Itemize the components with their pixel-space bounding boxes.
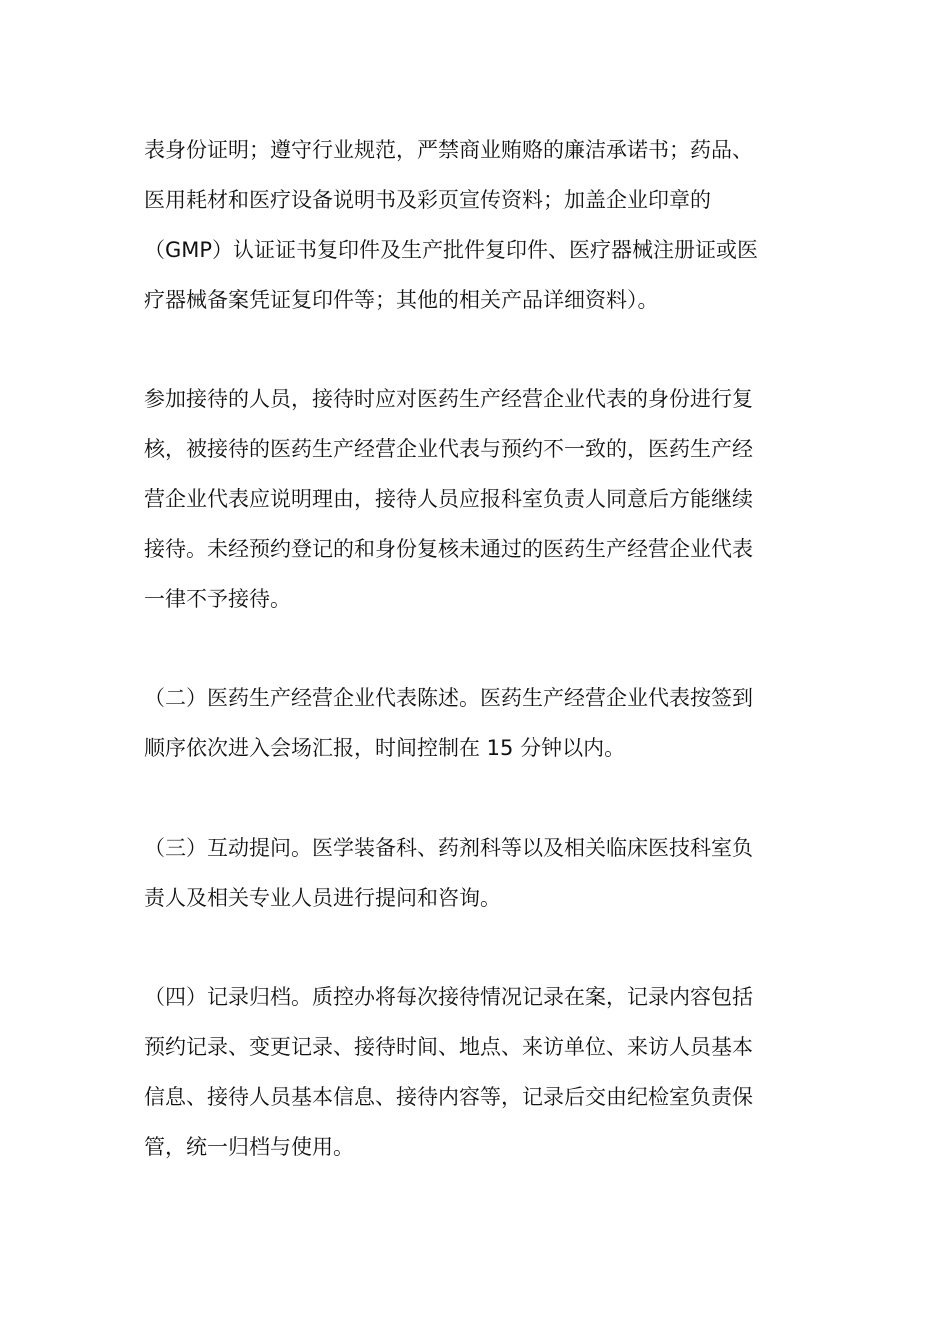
text-line: 疗器械备案凭证复印件等；其他的相关产品详细资料）。 (144, 288, 659, 312)
text-line: 顺序依次进入会场汇报，时间控制在 15 分钟以内。 (144, 736, 626, 760)
text-line: 参加接待的人员，接待时应对医药生产经营企业代表的身份进行复 (144, 387, 753, 411)
paragraph-identity-check (144, 374, 812, 624)
text-line: 接待。未经预约登记的和身份复核未通过的医药生产经营企业代表 (144, 537, 753, 561)
text-line: 责人及相关专业人员进行提问和咨询。 (144, 886, 501, 910)
text-line: 核，被接待的医药生产经营企业代表与预约不一致的，医药生产经 (144, 437, 753, 461)
text-line: （GMP）认证证书复印件及生产批件复印件、医疗器械注册证或医 (144, 238, 759, 262)
text-line: 预约记录、变更记录、接待时间、地点、来访单位、来访人员基本 (144, 1035, 753, 1059)
text-line: 信息、接待人员基本信息、接待内容等，记录后交由纪检室负责保 (144, 1085, 753, 1109)
text-line: 管，统一归档与使用。 (144, 1135, 354, 1159)
paragraph-materials-list (144, 125, 812, 325)
text-line: 营企业代表应说明理由，接待人员应报科室负责人同意后方能继续 (144, 487, 753, 511)
text-line: （三）互动提问。医学装备科、药剂科等以及相关临床医技科室负 (144, 836, 753, 860)
text-line: （四）记录归档。质控办将每次接待情况记录在案，记录内容包括 (144, 985, 753, 1009)
paragraph-section-three (144, 823, 812, 923)
paragraph-section-four (144, 972, 812, 1172)
text-line: 一律不予接待。 (144, 587, 291, 611)
paragraph-section-two (144, 673, 812, 773)
text-line: （二）医药生产经营企业代表陈述。医药生产经营企业代表按签到 (144, 686, 753, 710)
text-line: 医用耗材和医疗设备说明书及彩页宣传资料；加盖企业印章的 (144, 188, 711, 212)
text-line: 表身份证明；遵守行业规范，严禁商业贿赂的廉洁承诺书；药品、 (144, 138, 753, 162)
